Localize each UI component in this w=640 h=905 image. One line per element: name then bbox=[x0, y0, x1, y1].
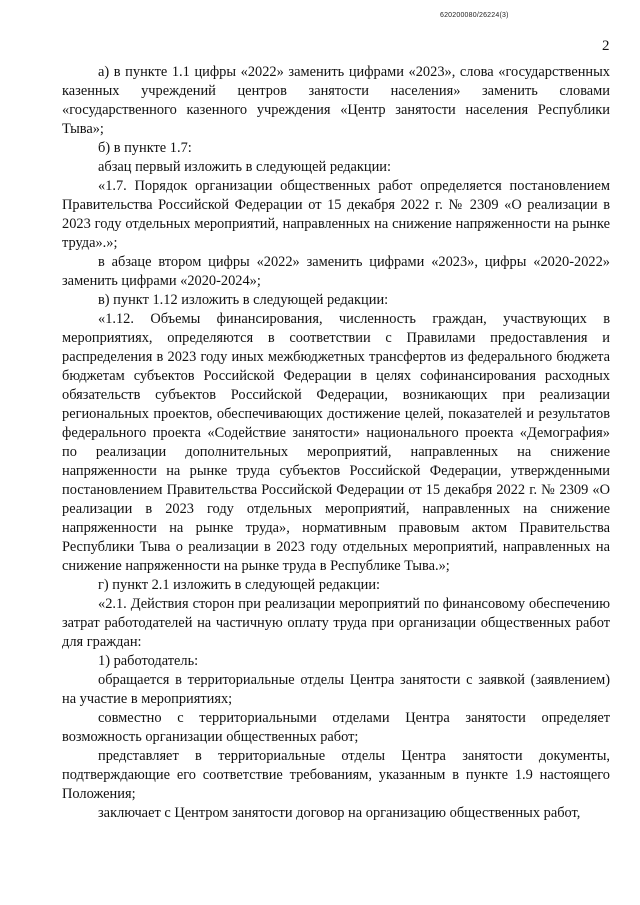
paragraph: представляет в территориальные отделы Центра занятости документы, подтверждающие его соответствие требованиям, указанным в пункте 1.9 настоящего Положения; bbox=[62, 748, 610, 802]
paragraph: в абзаце втором цифры «2022» заменить цифрами «2023», цифры «2020-2022» заменить цифрами «2020-2024»; bbox=[62, 254, 610, 289]
paragraph: «1.12. Объемы финансирования, численность граждан, участвующих в мероприятиях, определяются в соответствии с Правилами предоставления и распределения в 2023 году иных межбюджетных трансфертов из федерального бюджета бюджетам субъектов Российской Федерации в целях софинансирования расходных обязательств субъектов Российской Федерации, возникающих при реализации региональных проектов, обеспечивающих достижение целей, показателей и результатов федерального проекта «Содействие занятости» национального проекта «Демография» по реализации дополнительных мероприятий, направленных на снижение напряженности на рынке труда субъектов Российской Федерации, утвержденными постановлением Правительства Российской Федерации от 15 декабря 2022 г. № 2309 «О реализации в 2023 году отдельных мероприятий, направленных на снижение напряженности на рынке труда», нормативным правовым актом Правительства Республики Тыва о реализации в 2023 году отдельных мероприятий, направленных на снижение напряженности на рынке труда в Республике Тыва.»; bbox=[62, 311, 610, 574]
paragraph: г) пункт 2.1 изложить в следующей редакции: bbox=[98, 577, 381, 593]
paragraph: обращается в территориальные отделы Центра занятости с заявкой (заявлением) на участие в мероприятиях; bbox=[62, 672, 610, 707]
paragraph: абзац первый изложить в следующей редакции: bbox=[98, 159, 392, 175]
paragraph: совместно с территориальными отделами Центра занятости определяет возможность организации общественных работ; bbox=[62, 710, 610, 745]
paragraph: а) в пункте 1.1 цифры «2022» заменить цифрами «2023», слова «государственных казенных учреждений центров занятости населения» заменить словами «государственного казенного учреждения «Центр занятости населения Республики Тыва»; bbox=[62, 64, 610, 137]
paragraph: б) в пункте 1.7: bbox=[98, 140, 192, 156]
paragraph: заключает с Центром занятости договор на организацию общественных работ, bbox=[98, 805, 581, 821]
paragraph: «2.1. Действия сторон при реализации мероприятий по финансовому обеспечению затрат работодателей на частичную оплату труда при организации общественных работ для граждан: bbox=[62, 596, 610, 650]
page-number: 2 bbox=[602, 38, 610, 54]
document-id: 620200080/26224(3) bbox=[440, 12, 509, 19]
paragraph: «1.7. Порядок организации общественных работ определяется постановлением Правительства Российской Федерации от 15 декабря 2022 г. № 2309 «О реализации в 2023 году отдельных мероприятий, направленных на снижение напряженности на рынке труда».»; bbox=[62, 178, 610, 251]
paragraph: в) пункт 1.12 изложить в следующей редакции: bbox=[98, 292, 389, 308]
paragraph: 1) работодатель: bbox=[98, 653, 199, 669]
document-body bbox=[62, 63, 610, 823]
